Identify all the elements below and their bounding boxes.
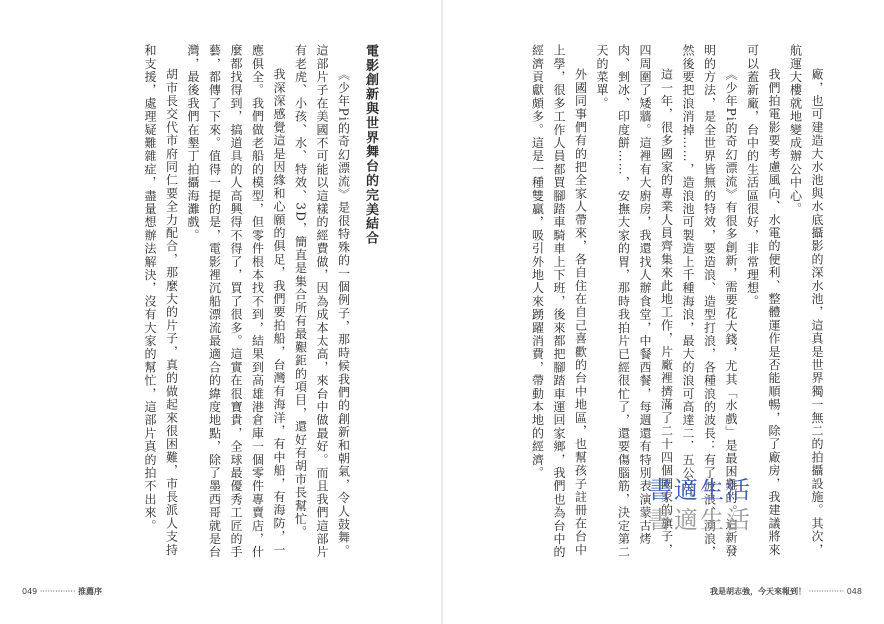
paragraph: 我深深感覺這是因緣和心願的俱足，我們要拍船，台灣有海洋，有中船，有海防，一應俱全。我們做老船的模型，但零件根本找不到，結果到高雄港倉庫一個零件專賣店，什麼都找得到，搞道具的人高興得不得了，買了很多。這實在很寶貴，全球最優秀工匠的手藝，都傳了下來。值得一提的是，電影裡沉船漂流最適合的緯度地點，除了墨西哥就是台灣，最後我們在墾丁拍攝海灘戲。: [186, 44, 286, 559]
page-number: 048: [846, 587, 862, 596]
right-page-footer: [710, 586, 862, 597]
paragraph: 《少年Pi的奇幻漂流》是很特殊的一個例子，那時候我們的創新和朝氣，令人鼓舞。這部片子在美國不可能以這樣的經費做，因為成本太高，來台中做最好。而且我們這部片有老虎、小孩、水、特效、3D，簡直是集合所有最艱鉅的項目，還好有胡市長幫忙。: [293, 44, 351, 559]
running-head: 推薦序: [77, 587, 102, 596]
paragraph: 廠，也可建造大水池與水底攝影的深水池，這真是世界獨一無二的拍攝設施。其次，航運大樓就地變成辦公中心。: [788, 44, 824, 557]
footer-dots: ··············: [39, 587, 76, 596]
running-head: 我是胡志強，今天來報到！: [710, 587, 807, 596]
watermark-gray: 書適生活: [648, 506, 752, 534]
paragraph: 我們拍電影要考慮風向、水電的便利、整體運作是否能順暢，除了廠房，我建議將來可以蓋新廠，台中的生活區很好，非常理想。: [745, 44, 781, 557]
left-page-footer: [22, 586, 102, 597]
page-number: 049: [22, 587, 38, 596]
paragraph: 這一年，很多國家的專業人員齊集來此地工作，片廠裡擠滿了二十四個國家的旗子，四周圍了矮牆。這裡有大廚房，我還找人辦食堂，中餐西餐，每週還有特別表演蒙古烤肉、剉冰、印度餅……，安撫大家的胃，那時我拍片已經很忙了，還要傷腦筋，決定第二天的菜單。: [595, 44, 674, 559]
footer-dots: ··············: [808, 587, 845, 596]
watermark-blue: 書適生活: [648, 476, 752, 504]
section-heading: 電影創新與世界舞台的完美結合: [363, 44, 378, 246]
left-page-text: [65, 44, 387, 564]
paragraph: 胡市長交代市府同仁要全力配合，那麼大的片子，真的做起來很困難，市長派人支持和支援，處理疑難雜症，盡量想辦法解決，沒有大家的幫忙，這部片真的拍不出來。: [143, 44, 179, 557]
paragraph: 外國同事們有的把全家人帶來，各自住在自己喜歡的台中地區，也幫孩子註冊在台中上學，很多工作人員都買腳踏車騎車上下班，後來都把腳踏車運回家鄉，我們也為台中的經濟貢獻頗多。這是一種雙贏，吸引外地人來踴躍消費，帶動本地的經濟。: [530, 44, 588, 559]
paragraph: 《少年Pi的奇幻漂流》有很多創新，需要花大錢，尤其「水戲」是最困難的。這新發明的方法，是全世界皆無的特效，要造浪、造型打浪，各種浪的波長：有了波浪、湧浪，然後要把浪消掉……，造浪池可製造上千種海浪，最大的浪可高達二．五公尺。: [681, 44, 738, 559]
book-gutter: [441, 0, 443, 624]
